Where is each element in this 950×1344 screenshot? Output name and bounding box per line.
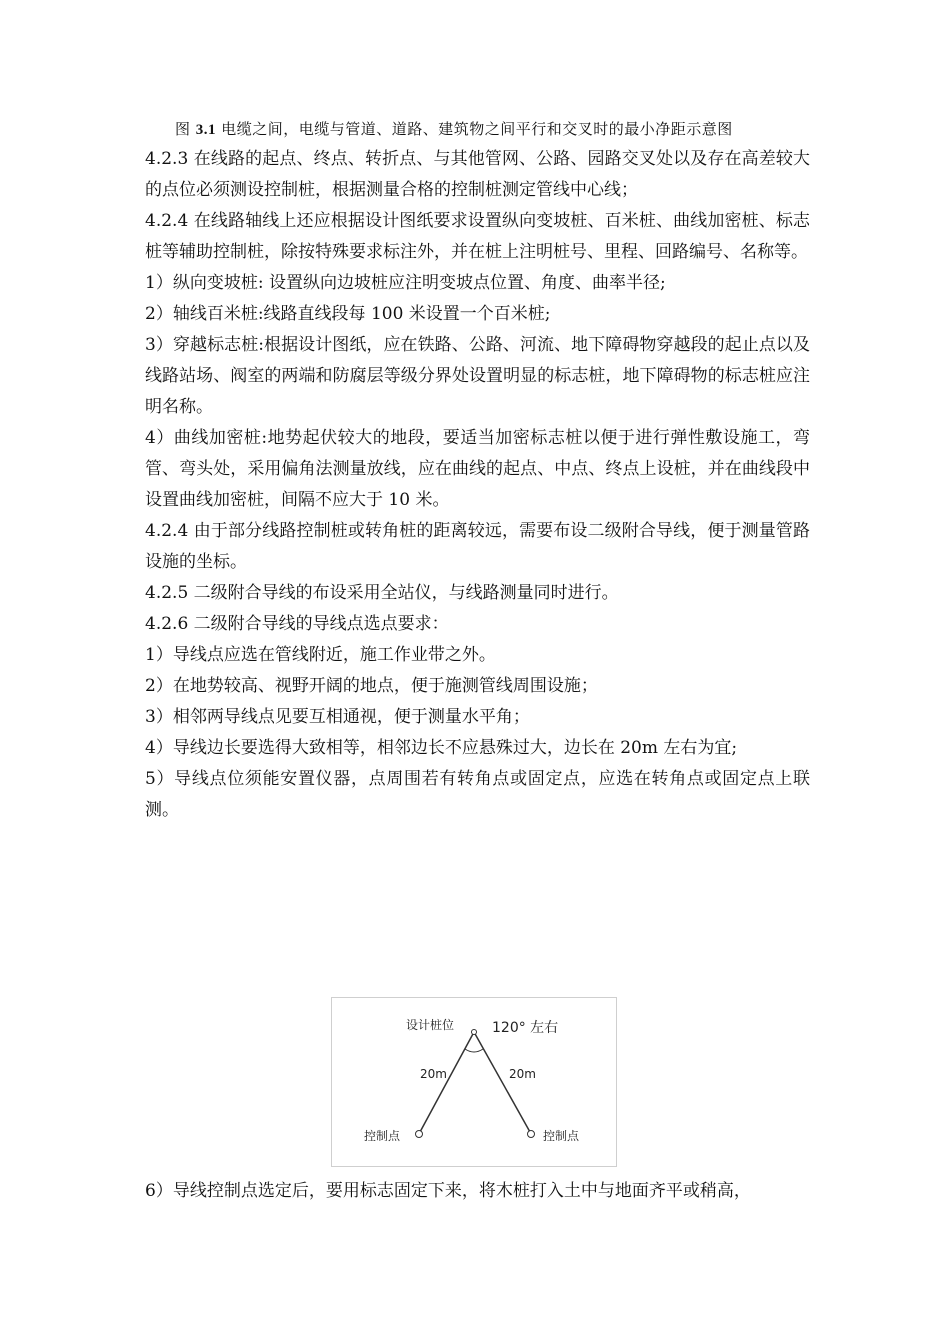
paragraph: 4.2.6 二级附合导线的导线点选点要求：: [145, 614, 449, 634]
caption-prefix: 图: [175, 120, 196, 138]
paragraph: 1）纵向变坡桩: 设置纵向边坡桩应注明变坡点位置、角度、曲率半径;: [145, 273, 666, 293]
paragraph: 3）相邻两导线点见要互相通视，便于测量水平角；: [145, 707, 530, 727]
traverse-point-diagram: [331, 997, 617, 1167]
paragraph: 4.2.3 在线路的起点、终点、转折点、与其他管网、公路、园路交叉处以及存在高差较大的点位必须测设控制桩，根据测量合格的控制桩测定管线中心线；: [145, 149, 810, 200]
body-text: [145, 144, 810, 826]
paragraph: 1）导线点应选在管线附近，施工作业带之外。: [145, 645, 496, 665]
paragraph: 4.2.5 二级附合导线的布设采用全站仪，与线路测量同时进行。: [145, 583, 619, 603]
paragraph: 5）导线点位须能安置仪器，点周围若有转角点或固定点，应选在转角点或固定点上联测。: [145, 769, 810, 820]
paragraph: 4）曲线加密桩:地势起伏较大的地段，要适当加密标志桩以便于进行弹性敷设施工，弯管、弯头处，采用偏角法测量放线，应在曲线的起点、中点、终点上设桩，并在曲线段中设置曲线加密桩，间隔不应大于 10 米。: [145, 428, 810, 510]
angle-arc: [465, 1049, 483, 1052]
left-traverse-line: [420, 1032, 474, 1132]
left-length-label: 20m: [420, 1067, 447, 1081]
paragraph: 2）在地势较高、视野开阔的地点，便于施测管线周围设施；: [145, 676, 598, 696]
paragraph: 4.2.4 在线路轴线上还应根据设计图纸要求设置纵向变坡桩、百米桩、曲线加密桩、标志桩等辅助控制桩，除按特殊要求标注外，并在桩上注明桩号、里程、回路编号、名称等。: [145, 211, 810, 262]
design-pile-point: [472, 1030, 477, 1035]
body-text-continued: [145, 1176, 810, 1207]
figure-caption: [175, 118, 733, 139]
paragraph: 2）轴线百米桩:线路直线段每 100 米设置一个百米桩;: [145, 304, 551, 324]
left-control-label: 控制点: [364, 1129, 401, 1143]
design-pile-label: 设计桩位: [406, 1018, 455, 1032]
paragraph: 3）穿越标志桩:根据设计图纸，应在铁路、公路、河流、地下障碍物穿越段的起止点以及线路站场、阀室的两端和防腐层等级分界处设置明显的标志桩，地下障碍物的标志桩应注明名称。: [145, 335, 810, 417]
right-control-point: [528, 1131, 535, 1138]
paragraph: 6）导线控制点选定后，要用标志固定下来，将木桩打入土中与地面齐平或稍高，: [145, 1181, 751, 1201]
caption-text: 电缆之间，电缆与管道、道路、建筑物之间平行和交叉时的最小净距示意图: [216, 120, 733, 138]
right-traverse-line: [474, 1032, 530, 1132]
right-control-label: 控制点: [543, 1129, 580, 1143]
diagram-svg: [332, 998, 618, 1168]
angle-label: 120° 左右: [492, 1020, 559, 1036]
paragraph: 4.2.4 由于部分线路控制桩或转角桩的距离较远，需要布设二级附合导线，便于测量管路设施的坐标。: [145, 521, 810, 572]
right-length-label: 20m: [509, 1067, 536, 1081]
paragraph: 4）导线边长要选得大致相等，相邻边长不应悬殊过大，边长在 20m 左右为宜;: [145, 738, 738, 758]
caption-number: 3.1: [195, 122, 217, 138]
left-control-point: [416, 1131, 423, 1138]
